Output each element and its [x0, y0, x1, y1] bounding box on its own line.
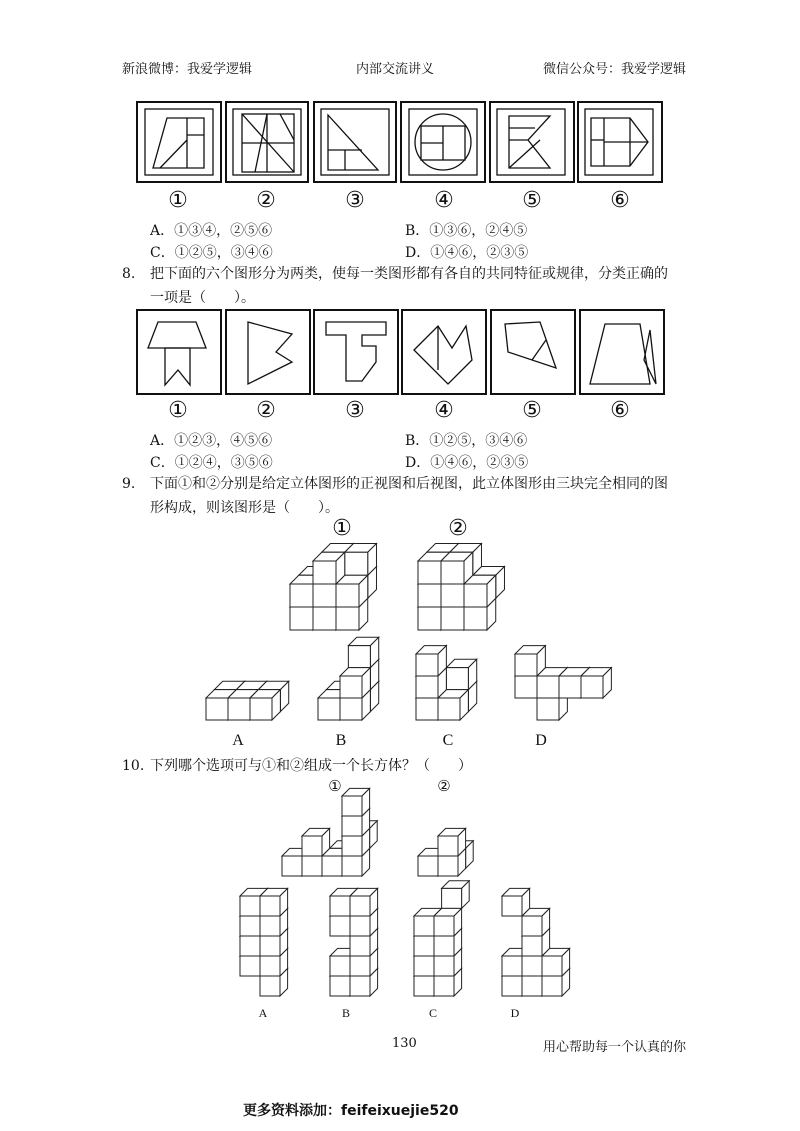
q9-number: 9.	[122, 476, 136, 492]
q10-number: 10.	[122, 758, 145, 774]
header-left: 新浪微博：我爱学逻辑	[122, 62, 253, 77]
q8-num-5: ⑤	[522, 398, 542, 423]
header-right: 微信公众号：我爱学逻辑	[543, 62, 687, 77]
q10-view-label-1: ①	[328, 779, 342, 795]
q9-choice-a[interactable]: A	[232, 732, 244, 749]
q7-option-c[interactable]: C．①②⑤，③④⑥	[150, 245, 273, 261]
q8-num-2: ②	[256, 398, 276, 423]
q8-text-line2: 一项是（ ）。	[150, 290, 255, 306]
cube	[302, 828, 330, 856]
cube	[434, 908, 462, 936]
cube	[442, 881, 470, 909]
q8-number: 8.	[122, 266, 136, 282]
q9-text-line2: 形构成，则该图形是（ ）。	[150, 500, 339, 516]
q7-option-b[interactable]: B．①③⑥，②④⑤	[405, 223, 528, 239]
q7-num-1: ①	[168, 188, 188, 213]
cube	[260, 888, 288, 916]
q10-choice-b[interactable]: B	[341, 1006, 350, 1020]
q9-choice-b[interactable]: B	[335, 732, 347, 749]
footer-slogan: 用心帮助每一个认真的你	[543, 1040, 687, 1055]
q9-choice-c[interactable]: C	[442, 732, 454, 749]
q8-num-1: ①	[168, 398, 188, 423]
q7-num-6: ⑥	[610, 188, 630, 213]
q10-text: 下列哪个选项可与①和②组成一个长方体？（ ）	[150, 758, 472, 774]
q8-option-a[interactable]: A．①②③，④⑤⑥	[150, 433, 273, 449]
page-number: 130	[392, 1036, 417, 1051]
cube	[502, 888, 530, 916]
q10-view-label-2: ②	[437, 779, 451, 795]
cube	[350, 888, 378, 916]
cube	[438, 828, 466, 856]
q10-choice-d[interactable]: D	[510, 1006, 520, 1020]
footer-contact: 更多资料添加：feifeixuejie520	[243, 1103, 459, 1119]
q8-text-line1: 把下面的六个图形分为两类，使每一类图形都有各自的共同特征或规律，分类正确的	[150, 266, 668, 282]
q9-view-label-1: ①	[332, 516, 352, 541]
q7-num-2: ②	[256, 188, 276, 213]
q7-num-5: ⑤	[522, 188, 542, 213]
q8-option-d[interactable]: D．①④⑥，②③⑤	[405, 455, 529, 471]
q7-option-d[interactable]: D．①④⑥，②③⑤	[405, 245, 529, 261]
q9-view-label-2: ②	[448, 516, 468, 541]
q9-choice-d[interactable]: D	[535, 732, 547, 749]
q8-option-c[interactable]: C．①②④，③⑤⑥	[150, 455, 273, 471]
q10-choice-c[interactable]: C	[428, 1006, 437, 1020]
q7-num-3: ③	[345, 188, 365, 213]
q8-num-6: ⑥	[610, 398, 630, 423]
cube	[342, 788, 370, 816]
q8-option-b[interactable]: B．①②⑤，③④⑥	[405, 433, 528, 449]
q9-text-line1: 下面①和②分别是给定立体图形的正视图和后视图，此立体图形由三块完全相同的图	[150, 476, 668, 492]
q10-choice-a[interactable]: A	[258, 1006, 268, 1020]
header-center: 内部交流讲义	[356, 62, 435, 77]
q8-num-3: ③	[345, 398, 365, 423]
q7-num-4: ④	[434, 188, 454, 213]
q8-num-4: ④	[434, 398, 454, 423]
q7-option-a[interactable]: A．①③④，②⑤⑥	[150, 223, 273, 239]
